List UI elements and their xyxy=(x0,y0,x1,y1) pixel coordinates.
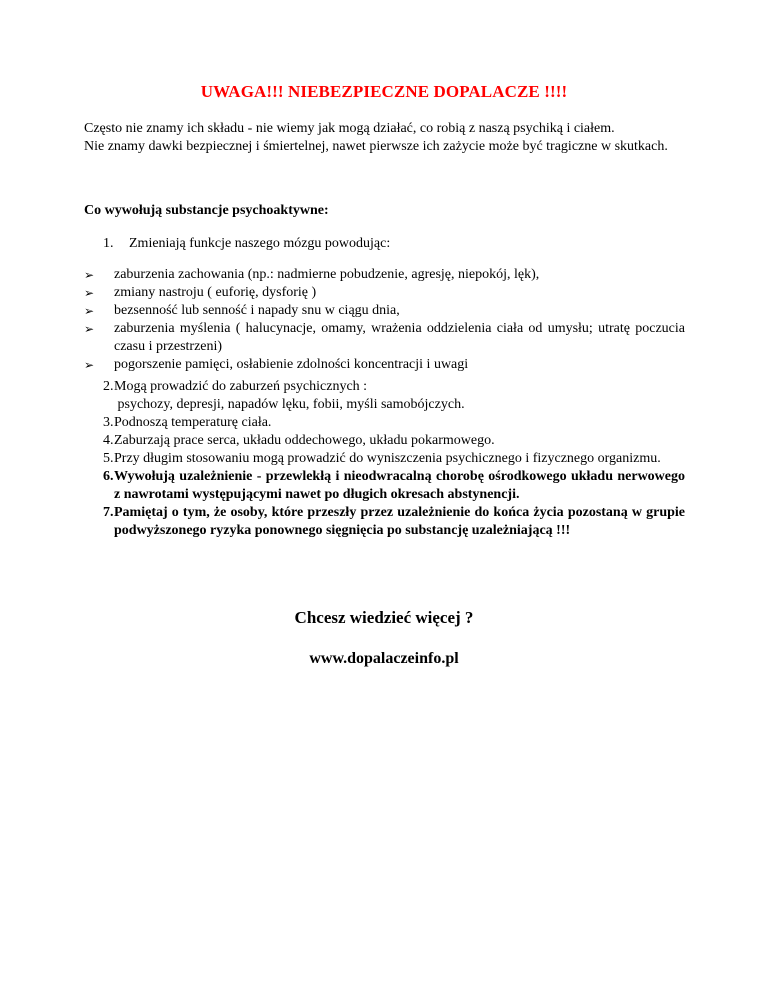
numbered-item-1 xyxy=(84,235,390,253)
bullet-item xyxy=(84,320,685,356)
item-number: 7. xyxy=(103,505,114,520)
bullet-item xyxy=(84,284,685,302)
numbered-item-2 xyxy=(84,378,685,414)
bullet-item xyxy=(84,266,685,284)
item-number: 5. xyxy=(103,451,114,466)
item-number: 6. xyxy=(103,469,114,484)
arrowhead-bullet-icon: ➢ xyxy=(84,322,95,336)
call-to-action-heading: Chcesz wiedzieć więcej ? xyxy=(294,608,474,627)
intro-paragraph: Nie znamy dawki bezpiecznej i śmiertelnej, nawet pierwsze ich zażycie może być tragiczne w skutkach. xyxy=(84,139,668,154)
bullet-text: zaburzenia myślenia ( halucynacje, omamy, wrażenia oddzielenia ciała od umysłu; utratę poczucia czasu i przestrzeni) xyxy=(114,321,685,354)
item-text: Zaburzają prace serca, układu oddechowego, układu pokarmowego. xyxy=(114,433,495,448)
item-number: 4. xyxy=(103,433,114,448)
bullet-item xyxy=(84,356,685,374)
item-text-continuation: psychozy, depresji, napadów lęku, fobii, myśli samobójczych. xyxy=(114,397,465,412)
numbered-item-4 xyxy=(84,432,685,450)
item-text: Przy długim stosowaniu mogą prowadzić do wyniszczenia psychicznego i fizycznego organizmu. xyxy=(114,451,661,466)
bullet-text: zmiany nastroju ( euforię, dysforię ) xyxy=(114,285,317,300)
bullet-text: zaburzenia zachowania (np.: nadmierne pobudzenie, agresję, niepokój, lęk), xyxy=(114,267,540,282)
section-heading: Co wywołują substancje psychoaktywne: xyxy=(84,203,329,218)
item-number: 2. xyxy=(103,379,114,394)
bullet-text: bezsenność lub senność i napady snu w ciągu dnia, xyxy=(114,303,400,318)
bullet-text: pogorszenie pamięci, osłabienie zdolności koncentracji i uwagi xyxy=(114,357,469,372)
item-text: Wywołują uzależnienie - przewlekłą i nieodwracalną chorobę ośrodkowego układu nerwowego z nawrotami występującymi nawet po długich okresach abstynencji. xyxy=(114,469,685,502)
intro-paragraphs xyxy=(84,120,685,156)
arrowhead-bullet-icon: ➢ xyxy=(84,358,95,372)
item-number: 3. xyxy=(103,415,114,430)
effects-bullet-list xyxy=(84,266,685,374)
intro-paragraph: Często nie znamy ich składu - nie wiemy jak mogą działać, co robią z naszą psychiką i ciałem. xyxy=(84,121,615,136)
numbered-item-7 xyxy=(84,504,685,540)
item-text: Mogą prowadzić do zaburzeń psychicznych : xyxy=(114,379,368,394)
arrowhead-bullet-icon: ➢ xyxy=(84,286,95,300)
item-text: Pamiętaj o tym, że osoby, które przeszły przez uzależnienie do końca życia pozostaną w grupie podwyższonego ryzyka ponownego sięgnięcia po substancję uzależniającą !!! xyxy=(114,505,685,538)
numbered-list xyxy=(84,378,685,540)
numbered-item-6 xyxy=(84,468,685,504)
numbered-item-5 xyxy=(84,450,685,468)
item-text: Podnoszą temperaturę ciała. xyxy=(114,415,272,430)
item-text: Zmieniają funkcje naszego mózgu powodując: xyxy=(129,236,391,251)
website-link[interactable]: www.dopalaczeinfo.pl xyxy=(309,650,459,667)
bullet-item xyxy=(84,302,685,320)
page-title: UWAGA!!! NIEBEZPIECZNE DOPALACZE !!!! xyxy=(200,82,568,101)
arrowhead-bullet-icon: ➢ xyxy=(84,304,95,318)
arrowhead-bullet-icon: ➢ xyxy=(84,268,95,282)
numbered-item-3 xyxy=(84,414,685,432)
item-number: 1. xyxy=(103,236,114,251)
